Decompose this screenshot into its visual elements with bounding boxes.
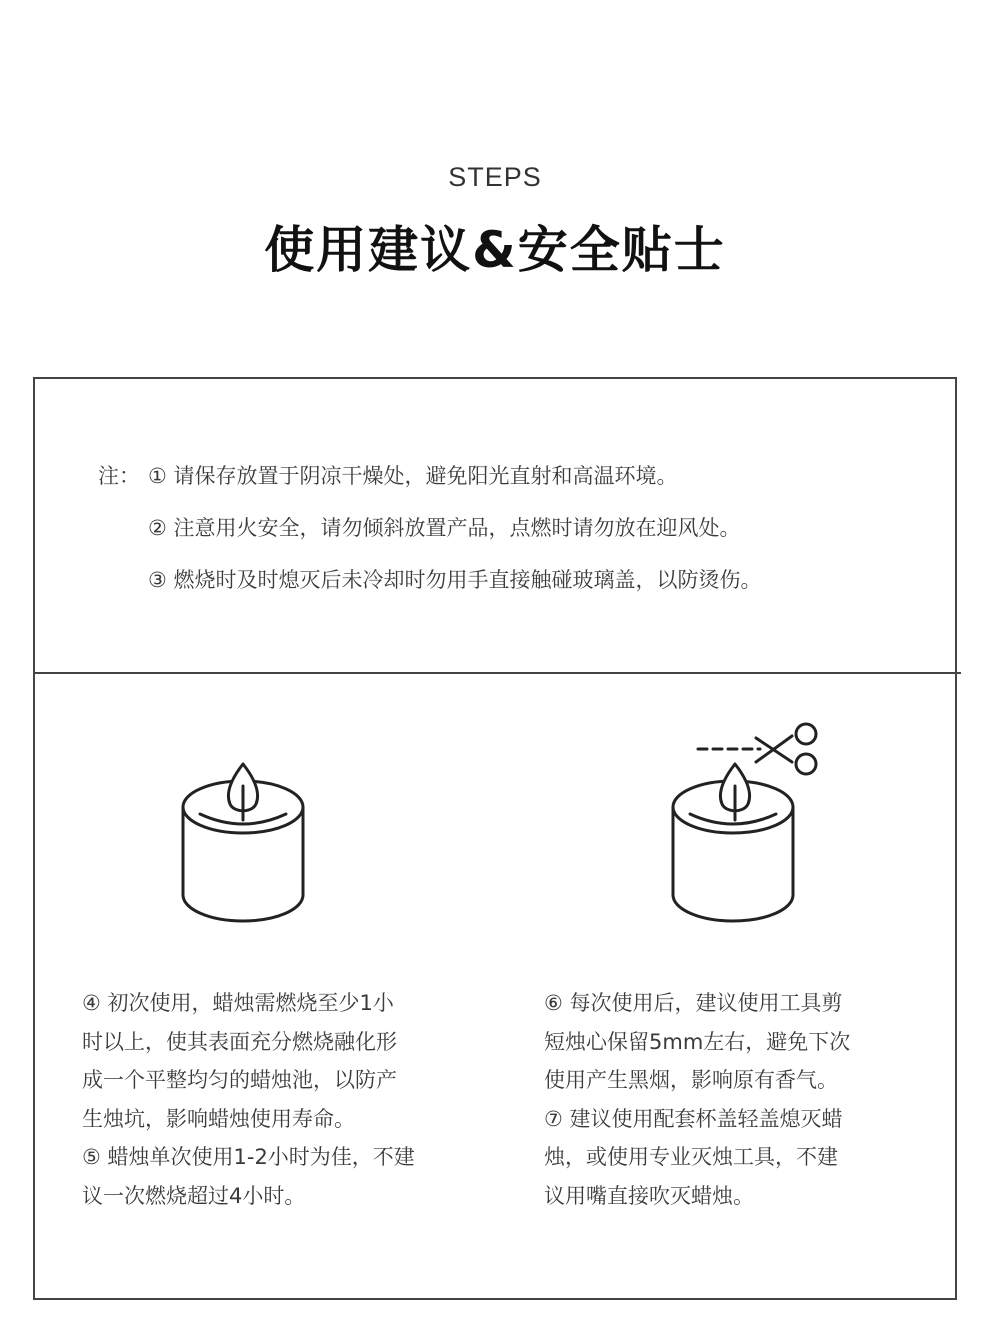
tip-line: ⑤ 蜡烛单次使用1-2小时为佳，不建 (82, 1145, 415, 1169)
tip-line: 议用嘴直接吹灭蜡烛。 (544, 1183, 754, 1208)
tip-line: ⑥ 每次使用后，建议使用工具剪 (544, 991, 843, 1015)
tip-line: 短烛心保留5mm左右，避免下次 (544, 1029, 851, 1054)
tip-line: 烛，或使用专业灭烛工具，不建 (544, 1145, 838, 1169)
note-item-2: ② 注意用火安全，请勿倾斜放置产品，点燃时请勿放在迎风处。 (148, 516, 741, 540)
tip-line: ④ 初次使用，蜡烛需燃烧至少1小 (82, 991, 394, 1015)
section-divider (33, 672, 961, 674)
tip-line: 生烛坑，影响蜡烛使用寿命。 (82, 1106, 355, 1131)
page-title: 使用建议&安全贴士 (264, 221, 726, 279)
note-prefix: 注： (98, 464, 140, 488)
tips-left-column (82, 984, 415, 1215)
steps-eyebrow: STEPS (448, 162, 542, 192)
tip-line: ⑦ 建议使用配套杯盖轻盖熄灭蜡 (544, 1106, 843, 1131)
note-item-3: ③ 燃烧时及时熄灭后未冷却时勿用手直接触碰玻璃盖，以防烫伤。 (148, 568, 762, 592)
tip-line: 议一次燃烧超过4小时。 (82, 1183, 306, 1208)
lit-candle-icon (170, 750, 320, 930)
tips-right-column (544, 984, 850, 1215)
tip-line: 成一个平整均匀的蜡烛池，以防产 (82, 1068, 397, 1092)
tip-line: 使用产生黑烟，影响原有香气。 (544, 1068, 838, 1092)
tip-line: 时以上，使其表面充分燃烧融化形 (82, 1029, 397, 1054)
candle-wick-trim-scissors-icon (660, 720, 830, 930)
note-item-1: ① 请保存放置于阴凉干燥处，避免阳光直射和高温环境。 (148, 464, 678, 488)
